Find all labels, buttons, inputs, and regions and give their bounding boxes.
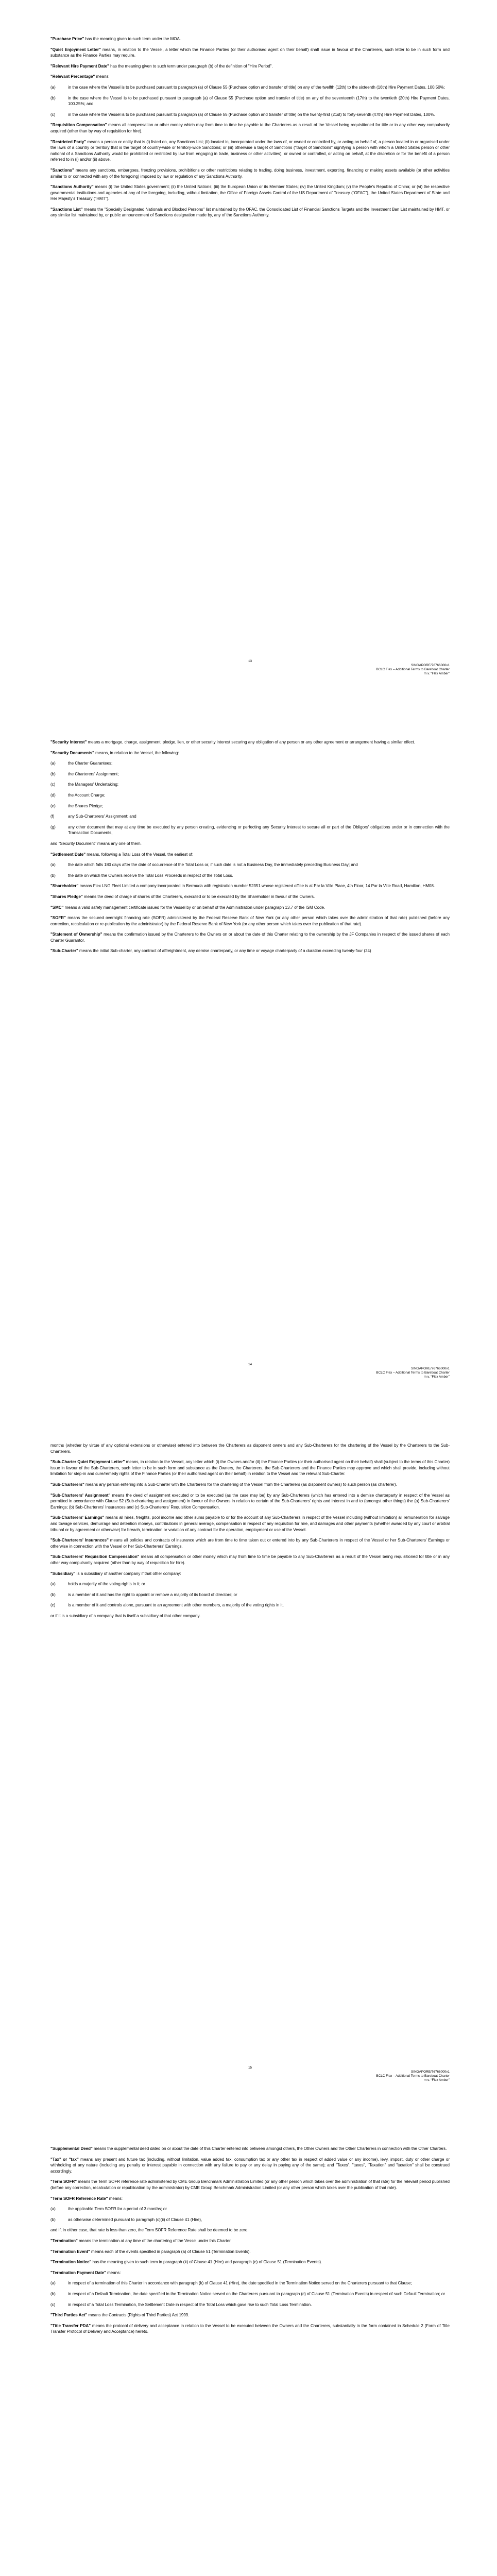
list-item-label: (c) [50, 112, 56, 117]
list-item [50, 771, 450, 777]
defined-term: "Termination" [50, 2238, 78, 2243]
document-page [0, 2110, 497, 2576]
definition-paragraph [50, 948, 450, 954]
list-item-text: in respect of a termination of this Charter in accordance with paragraph (k) of Clause 41 (Hire), the date specified in the Termination Notice served on the Charterers pursuant to that Clause; [68, 2281, 412, 2286]
list-item [50, 2217, 450, 2223]
definition-paragraph [50, 1613, 450, 1619]
definition-text: means: [95, 74, 110, 79]
page-content [50, 36, 450, 223]
defined-term: "Shares Pledge" [50, 894, 83, 899]
list-item [50, 792, 450, 799]
list-item-text: the applicable Term SOFR for a period of 3 months; or [68, 2207, 167, 2212]
definition-paragraph [50, 167, 450, 179]
defined-term: "Supplemental Deed" [50, 2146, 93, 2151]
list-item [50, 814, 450, 820]
definition-paragraph [50, 2227, 450, 2233]
list-item-label: (b) [50, 873, 56, 878]
list-item [50, 2291, 450, 2297]
list-item-label: (g) [50, 824, 56, 829]
document-reference: SINGAPORE/76766000v1 [411, 1367, 450, 1370]
list-item-label: (f) [50, 814, 55, 819]
list-item-label: (c) [50, 782, 56, 787]
list-item-label: (a) [50, 2207, 56, 2212]
definition-paragraph [50, 931, 450, 943]
defined-term: "SMC" [50, 905, 64, 910]
list-item [50, 84, 450, 91]
definition-paragraph [50, 2312, 450, 2318]
definition-text: means the termination at any time of the chartering of the Vessel under this Charter. [77, 2238, 232, 2243]
definition-text: means the deed of charge of shares of the Charterers, executed or to be executed by the Shareholder in favour of the Owners. [82, 894, 315, 899]
defined-term: "Tax" or "tax" [50, 2157, 79, 2162]
page-footer [50, 1363, 450, 1379]
page-number: 14 [248, 1363, 252, 1366]
definition-text: means, following a Total Loss of the Vessel, the earliest of: [85, 852, 194, 857]
list-item-text: in the case where the Vessel is to be purchased pursuant to paragraph (a) of Clause 55 (Purchase option and transfer of title) on any of the twelfth (12th) to the sixteenth (16th) Hire Payment Dates, 100.50%; [68, 84, 445, 90]
list-item [50, 1602, 450, 1608]
defined-term: "Termination Event" [50, 2249, 90, 2254]
definition-text: means the supplemental deed dated on or about the date of this Charter entered into between amongst others, the Other Owners and the Other Charterers in connection with the Other Charters. [92, 2146, 447, 2151]
defined-term: "Sanctions Authority" [50, 184, 94, 190]
document-page [0, 1406, 497, 2110]
list-item [50, 873, 450, 879]
definition-text: means a person or entity that is (i) listed on, any Sanctions List; (ii) located in, incorporated under the laws of, or owned or controlled by, or acting on behalf of, a person located in or organised under the laws of a country or territory that is the target of country-wide or territory-wide Sanctions; or (iii) otherwise a target of Sanctions ("target of Sanctions" signifying a person with whom a United States person or other national of a Sanctions Authority would be prohibited or restricted by law from engaging in trade, business or other activities), or owned or controlled, or acting on behalf, at the discretion or for the benefit of a person referred to in (i) and/or (ii) above. [50, 139, 450, 162]
definition-paragraph [50, 74, 450, 80]
definition-paragraph [50, 2323, 450, 2335]
definition-paragraph [50, 184, 450, 202]
list-item-text: any Sub-Charterers' Assignment; and [68, 814, 136, 819]
definition-text: means a mortgage, charge, assignment, pledge, lien, or other security interest securing any obligation of any person or any other agreement or arrangement having a similar effect. [87, 740, 415, 744]
list-item-text: in the case where the Vessel is to be purchased pursuant to paragraph (a) of Clause 55 (Purchase option and transfer of title) on the twenty-first (21st) to forty-seventh (47th) Hire Payment Dates, 100%. [68, 112, 435, 117]
definition-text: means all compensation or other money which may from time to time be payable to any Sub-Charterers as a result of the Vessel being requisitioned for title or in any other way compulsorily acquired (other than by way of requisition for hire). [50, 1554, 450, 1565]
definition-paragraph [50, 2259, 450, 2265]
definition-paragraph [50, 1443, 450, 1454]
definition-text: months (whether by virtue of any optional extensions or otherwise) entered into between the Charterers as disponent owners and any Sub-Charterers for the chartering of the Vessel by the Charterers to the Sub- Charterers. [50, 1443, 450, 1454]
definition-paragraph [50, 139, 450, 163]
defined-term: "Quiet Enjoyment Letter" [50, 47, 101, 52]
definition-text: means the confirmation issued by the Charterers to the Owners on or about the date of this Charter relating to the ownership by the JF Companies in respect of the issued shares of each Charter Guarantor. [50, 932, 450, 943]
defined-term: "Termination Payment Date" [50, 2270, 106, 2275]
defined-term: "Sub-Charterers' Insurances" [50, 1538, 109, 1543]
defined-term: "Shareholder" [50, 884, 79, 889]
defined-term: "Relevant Percentage" [50, 74, 95, 79]
document-reference: BCLC Flex – Additional Terms to Bareboat Charter [376, 1371, 450, 1375]
definition-paragraph [50, 1537, 450, 1549]
definition-paragraph [50, 47, 450, 59]
definition-text: means the "Specially Designated Nationals and Blocked Persons" list maintained by the OFAC, the Consolidated List of Financial Sanctions Targets and the Investment Ban List maintained by HMT, or any similar list maintained by, or public announcement of Sanctions designation made by, any of the Sanctions Authority. [50, 207, 450, 218]
definition-text: means the Contracts (Rights of Third Parties) Act 1999. [87, 2313, 190, 2318]
list-item [50, 2280, 450, 2286]
list-item-text: the date which falls 180 days after the date of occurrence of the Total Loss or, if such date is not a Business Day, the immediately preceding Business Day; and [68, 862, 358, 868]
definition-paragraph [50, 739, 450, 745]
list-item-text: in respect of a Default Termination, the date specified in the Termination Notice served on the Charterers pursuant to paragraph (c) of Clause 51 (Termination Events) in respect of such Default Termination; or [68, 2291, 445, 2296]
definition-text: means the protocol of delivery and acceptance in relation to the Vessel to be executed between the Owners and the Charterers, substantially in the form contained in Schedule 2 (Form of Title Transfer Protocol of Delivery and Acceptance) hereto. [50, 2323, 450, 2334]
definition-text: is a subsidiary of another company if that other company: [75, 1571, 181, 1576]
list-item-label: (c) [50, 1603, 56, 1608]
list-item-text: the Managers' Undertaking; [68, 782, 119, 787]
definition-text: has the meaning given to such term under the MOA. [84, 37, 181, 41]
definition-text: has the meaning given to such term in paragraph (k) of Clause 41 (Hire) and paragraph (c) of Clause 51 (Termination Events). [91, 2260, 322, 2265]
definition-paragraph [50, 2238, 450, 2244]
list-item-text: any other document that may at any time be executed by any person creating, evidencing or perfecting any Security Interest to secure all or part of the Obligors' obligations under or in connection with the Transaction Documents, [68, 824, 450, 836]
definition-text: and if, in either case, that rate is less than zero, the Term SOFR Reference Rate shall be deemed to be zero. [50, 2228, 249, 2233]
list-item-text: the Account Charge; [68, 792, 106, 798]
defined-term: "Subsidiary" [50, 1571, 76, 1576]
list-item-label: (a) [50, 862, 56, 868]
defined-term: "Sub-Charter Quiet Enjoyment Letter" [50, 1460, 125, 1465]
list-item-text: holds a majority of the voting rights in it; or [68, 1582, 145, 1587]
list-item-text: in respect of a Total Loss Termination, the Settlement Date in respect of the Total Loss which gave rise to such Total Loss Termination. [68, 2302, 312, 2307]
defined-term: "Sanctions List" [50, 207, 83, 212]
defined-term: "SOFR" [50, 916, 66, 921]
list-item-label: (b) [50, 771, 56, 776]
definition-paragraph [50, 2270, 450, 2276]
list-item [50, 2302, 450, 2308]
defined-term: "Restricted Party" [50, 139, 87, 144]
definition-paragraph [50, 915, 450, 927]
definition-text: means the deed of assignment executed or to be executed (as the case may be) by any Sub-Charterers (which has entered into a demise charterparty in respect of the Vessel as permitted in accordance with Clause 52 (Sub-chartering and assignment) in favour of the Owners in relation to certain of the Sub-Charterers' rights and interest in and to (amongst other things) the (a) Sub-Charterers' Earnings; (b) Sub-Charterers' Insurances and (c) Sub-Charterers' Requisition Compensation. [50, 1493, 450, 1510]
defined-term: "Sub-Charterers' Earnings" [50, 1515, 105, 1520]
definition-text: means: [108, 2196, 123, 2201]
list-item-text: the Charter Guarantees; [68, 761, 113, 766]
definition-text: means, in relation to the Vessel, any letter which (i) the Owners and/or (ii) the Finance Parties (or their authorised agent on their behalf) shall (subject to the terms of this Charter) issue in favour of the Sub-Charterers, such letter to be in such form and substance as the Owners, the Charterers, the Sub-Charterers and the Finance Parties may approve and which shall provide, including without limitation for step-in and cure/remedy rights of the Finance Parties (or their authorised agent on their behalf) in relation to the Vessel and the relevant Sub-Charter. [50, 1460, 450, 1477]
list-item-label: (b) [50, 2217, 56, 2222]
list-item-label: (a) [50, 84, 56, 90]
page-content [50, 739, 450, 959]
list-item-label: (a) [50, 2281, 56, 2286]
list-item-label: (b) [50, 95, 56, 100]
definition-paragraph [50, 122, 450, 134]
list-item-text: the Shares Pledge; [68, 803, 104, 808]
defined-term: "Term SOFR Reference Rate" [50, 2196, 108, 2201]
definition-text: means all policies and contracts of insurance which are from time to time taken out or entered into by any Sub-Charterers in respect of the Vessel or her Sub-Charterers' Earnings or otherwise in connection with the Vessel or her Sub-Charterers' Earnings. [50, 1538, 450, 1549]
list-item [50, 824, 450, 836]
definition-paragraph [50, 36, 450, 42]
definition-text: means all hires, freights, pool income and other sums payable to or for the account of any Sub-Charterers in respect of the Vessel including (without limitation) all remuneration for salvage and towage services, demurrage and detention moneys, contributions in general average, compensation in respect of any requisition for hire, and damages and other payments (whether awarded by any court or arbitral tribunal or by agreement or otherwise) for breach, termination or variation of any contract for the operation, employment or use of the Vessel. [50, 1515, 450, 1532]
defined-term: "Security Documents" [50, 750, 94, 755]
definition-paragraph [50, 2196, 450, 2202]
list-item [50, 1581, 450, 1587]
definition-paragraph [50, 2179, 450, 2191]
defined-term: "Termination Notice" [50, 2260, 92, 2265]
list-item [50, 2206, 450, 2212]
definition-paragraph [50, 1554, 450, 1566]
defined-term: "Settlement Date" [50, 852, 86, 857]
definition-paragraph [50, 1459, 450, 1477]
definition-text: means Flex LNG Fleet Limited a company incorporated in Bermuda with registration number 52351 whose registered office is at Par la Ville Place, 4th Floor, 14 Par la Ville Road, Hamilton, HM08. [78, 884, 435, 889]
defined-term: "Third Parties Act" [50, 2313, 88, 2318]
definition-text: means any sanctions, embargoes, freezing provisions, prohibitions or other restrictions relating to trading, doing business, investment, exporting, financing or making assets available (or other activities similar to or connected with any of the foregoing) imposed by law or regulation of any Sanctions Authority. [50, 167, 450, 179]
definition-paragraph [50, 894, 450, 900]
list-item [50, 112, 450, 118]
list-item [50, 1592, 450, 1598]
defined-term: "Sub-Charterers' Assignment" [50, 1493, 111, 1498]
definition-paragraph [50, 63, 450, 70]
definition-text: means the secured overnight financing rate (SOFR) administered by the Federal Reserve Bank of New York (or any other person which takes over the administration of that rate) published (before any correction, recalculation or re-publication by the administrator) by the Federal Reserve Bank of New York (or any other person which takes over the publication of that rate). [50, 916, 450, 926]
definition-text: means, in relation to the Vessel, a letter which the Finance Parties (or their authorised agent on their behalf) shall issue in favour of the Charterers, such letter to be in such form and substance as the Finance Parties may require. [50, 47, 450, 58]
definition-text: means, in relation to the Vessel, the following: [94, 750, 179, 755]
defined-term: "Sub-Charter" [50, 948, 78, 954]
definition-text: means all compensation or other money which may from time to time be payable to the Charterers as a result of the Vessel being requisitioned for title or in any other way compulsorily acquired (other than by way of requisition for hire). [50, 123, 450, 133]
page-content [50, 2146, 450, 2340]
list-item-text: is a member of it and has the right to appoint or remove a majority of its board of directors; or [68, 1592, 237, 1597]
definition-paragraph [50, 1482, 450, 1488]
page-footer [50, 2066, 450, 2082]
definition-paragraph [50, 1571, 450, 1577]
definition-text: means any present and future tax (including, without limitation, value added tax, consumption tax or any other tax in respect of added value or any income), levy, impost, duty or other charge or withholding of any nature (including any penalty or interest payable in connection with any failure to pay or any delay in paying any of the same); and "Taxes", "taxes", "Taxation" and "taxation" shall be construed accordingly. [50, 2157, 450, 2174]
definition-text: means a valid safety management certificate issued for the Vessel by or on behalf of the Administration under paragraph 13.7 of the ISM Code. [63, 905, 325, 910]
definition-text: has the meaning given to such term under paragraph (b) of the definition of "Hire Period". [109, 63, 273, 69]
definition-text: means the initial Sub-charter, any contract of affreightment, any demise charterparty, or any time or voyage charterparty of a duration exceeding twenty-four (24) [78, 948, 371, 954]
definition-paragraph [50, 2157, 450, 2175]
definition-paragraph [50, 852, 450, 858]
definition-paragraph [50, 2146, 450, 2152]
list-item [50, 760, 450, 767]
list-item-label: (d) [50, 792, 56, 798]
list-item [50, 862, 450, 868]
definition-text: means (i) the United States government; (ii) the United Nations; (iii) the European Union or its Member States; (iv) the United Kingdom; (v) the People's Republic of China; or (vi) the respective governmental institutions and agencies of any of the foregoing, including, without limitation, the Office of Foreign Assets Control of the US Department of Treasury ("OFAC"), the United States Department of State and Her Majesty's Treasury ("HMT"). [50, 184, 450, 201]
definition-paragraph [50, 207, 450, 218]
list-item-text: the date on which the Owners receive the Total Loss Proceeds in respect of the Total Loss. [68, 873, 233, 878]
definition-text: means each of the events specified in paragraph (a) of Clause 51 (Termination Events). [90, 2249, 251, 2254]
list-item-text: in the case where the Vessel is to be purchased pursuant to paragraph (a) of Clause 55 (Purchase option and transfer of title) on any of the seventeenth (17th) to the twentieth (20th) Hire Payment Dates, 100.25%; and [68, 95, 450, 107]
document-reference: m.v. “Flex Amber” [424, 672, 450, 675]
definition-paragraph [50, 841, 450, 847]
definition-paragraph [50, 883, 450, 889]
definition-paragraph [50, 1493, 450, 1511]
defined-term: "Term SOFR" [50, 2179, 77, 2184]
definition-text: means any person entering into a Sub-Charter with the Charterers for the chartering of the Vessel from the Charterers (as disponent owners) to such person (as charterer). [84, 1482, 397, 1487]
page-content [50, 1443, 450, 1623]
document-reference: m.v. “Flex Amber” [424, 2078, 450, 2082]
page-number: 15 [248, 2066, 252, 2070]
list-item-label: (c) [50, 2302, 56, 2307]
list-item [50, 782, 450, 788]
defined-term: "Purchase Price" [50, 37, 84, 41]
definition-text: and "Security Document" means any one of them. [50, 841, 142, 846]
list-item-label: (a) [50, 1582, 56, 1587]
list-item-text: the Charterers' Assignment; [68, 771, 119, 776]
document-reference: m.v. “Flex Amber” [424, 1375, 450, 1379]
list-item-label: (a) [50, 761, 56, 766]
defined-term: "Security Interest" [50, 740, 87, 744]
defined-term: "Requisition Compensation" [50, 123, 107, 128]
document-page [0, 703, 497, 1406]
definition-text: or if it is a subsidiary of a company that is itself a subsidiary of that other company. [50, 1613, 201, 1618]
page-number: 13 [248, 659, 252, 663]
list-item-label: (b) [50, 2291, 56, 2296]
document-reference: SINGAPORE/76766000v1 [411, 664, 450, 667]
document-reference: SINGAPORE/76766000v1 [411, 2070, 450, 2074]
defined-term: "Statement of Ownership" [50, 932, 102, 937]
list-item-label: (e) [50, 803, 56, 808]
definition-text: means: [106, 2270, 121, 2275]
definition-paragraph [50, 750, 450, 756]
defined-term: "Sub-Charterers' Requisition Compensation" [50, 1554, 140, 1560]
definition-paragraph [50, 2249, 450, 2255]
document-reference: BCLC Flex – Additional Terms to Bareboat Charter [376, 2074, 450, 2078]
definition-text: means the Term SOFR reference rate administered by CME Group Benchmark Administration Limited (or any other person which takes over the administration of that rate) for the relevant period published (before any correction, recalculation or republication by the administrator) by CME Group Benchmark Administration Limited (or any other person which takes over the publication of that rate). [50, 2179, 450, 2190]
definition-paragraph [50, 905, 450, 911]
list-item-text: is a member of it and controls alone, pursuant to an agreement with other members, a majority of the voting rights in it, [68, 1603, 284, 1608]
page-footer [50, 659, 450, 676]
list-item [50, 803, 450, 809]
defined-term: "Relevant Hire Payment Date" [50, 63, 109, 69]
list-item-label: (b) [50, 1592, 56, 1597]
defined-term: "Sub-Charterers" [50, 1482, 84, 1487]
document-reference: BCLC Flex – Additional Terms to Bareboat Charter [376, 668, 450, 671]
list-item [50, 95, 450, 107]
defined-term: "Title Transfer PDA" [50, 2323, 91, 2328]
list-item-text: as otherwise determined pursuant to paragraph (c)(ii) of Clause 41 (Hire), [68, 2217, 202, 2222]
document-page [0, 0, 497, 703]
definition-paragraph [50, 1515, 450, 1533]
defined-term: "Sanctions" [50, 167, 74, 173]
